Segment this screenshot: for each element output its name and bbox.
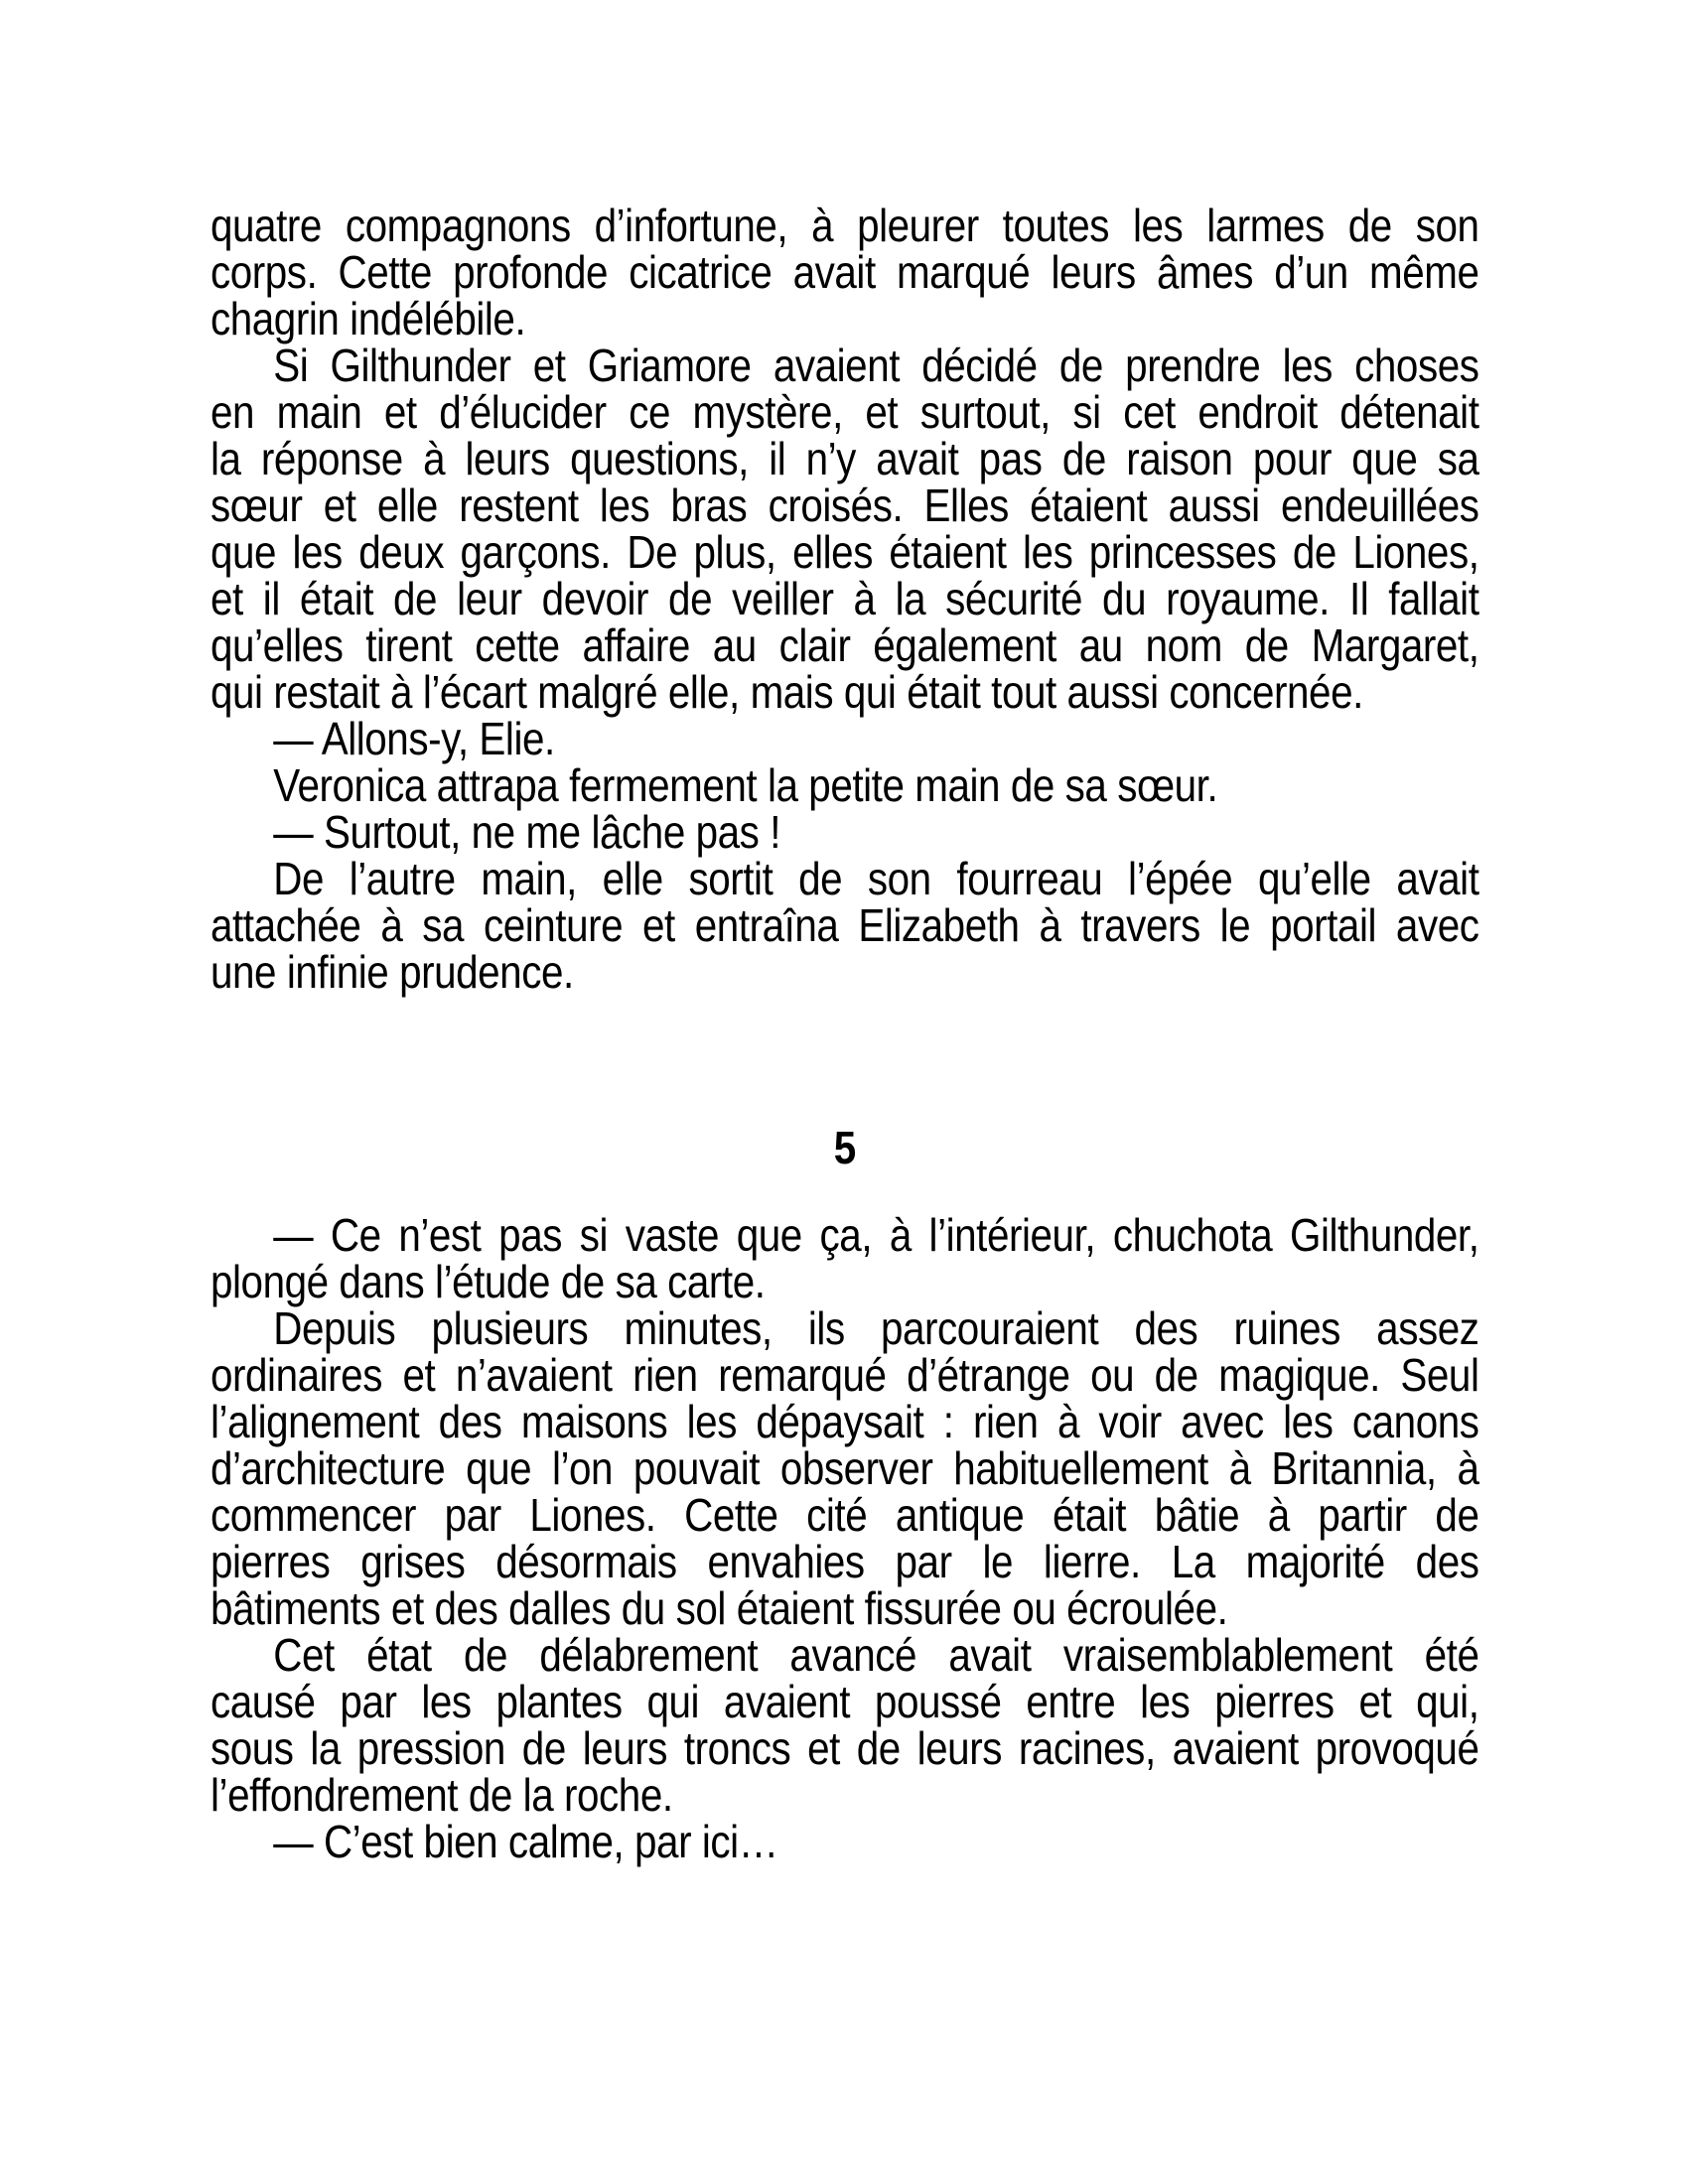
text-line: corps. Cette profonde cicatrice avait marqué leurs âmes d’un même — [211, 246, 1479, 298]
text-line: Depuis plusieurs minutes, ils parcouraient des ruines assez — [273, 1302, 1479, 1354]
paragraph — [211, 713, 1478, 764]
paragraph — [211, 1816, 1478, 1867]
text-line: ordinaires et n’avaient rien remarqué d’étrange ou de magique. Seul — [211, 1349, 1479, 1401]
text-line: — Ce n’est pas si vaste que ça, à l’intérieur, chuchota Gilthunder, — [273, 1209, 1479, 1261]
page-text-block — [211, 200, 1479, 1867]
paragraph — [211, 759, 1478, 811]
text-line: bâtiments et des dalles du sol étaient fissurée ou écroulée. — [211, 1582, 1228, 1634]
paragraph — [211, 1209, 1479, 1307]
text-line: la réponse à leurs questions, il n’y avait pas de raison pour que sa — [211, 433, 1479, 484]
text-line: Veronica attrapa fermement la petite main de sa sœur. — [273, 759, 1218, 811]
text-line: De l’autre main, elle sortit de son fourreau l’épée qu’elle avait — [273, 853, 1479, 904]
text-line: qui restait à l’écart malgré elle, mais qui était tout aussi concernée. — [211, 666, 1363, 718]
text-line: — Allons-y, Elie. — [273, 713, 555, 764]
text-line: Si Gilthunder et Griamore avaient décidé de prendre les choses — [273, 340, 1479, 391]
text-line: qu’elles tirent cette affaire au clair également au nom de Margaret, — [211, 619, 1479, 671]
text-line: d’architecture que l’on pouvait observer habituellement à Britannia, à — [211, 1442, 1479, 1494]
paragraph — [211, 342, 1478, 716]
text-line: — C’est bien calme, par ici… — [273, 1816, 778, 1867]
text-line: chagrin indélébile. — [211, 293, 526, 344]
text-line: une infinie prudence. — [211, 946, 574, 998]
chapter-number-heading: 5 — [833, 1122, 856, 1173]
text-line: sœur et elle restent les bras croisés. Elles étaient aussi endeuillées — [211, 479, 1479, 531]
text-line: pierres grises désormais envahies par le lierre. La majorité des — [211, 1536, 1479, 1587]
text-line: attachée à sa ceinture et entraîna Elizabeth à travers le portail avec — [211, 899, 1479, 951]
text-line: — Surtout, ne me lâche pas ! — [273, 806, 781, 858]
text-line: l’effondrement de la roche. — [211, 1769, 673, 1821]
text-line: plongé dans l’étude de sa carte. — [211, 1256, 766, 1307]
section-chapter-end — [211, 200, 1479, 998]
text-line: causé par les plantes qui avaient poussé entre les pierres et qui, — [211, 1676, 1479, 1727]
section-chapter-start — [211, 1209, 1479, 1867]
text-line: que les deux garçons. De plus, elles étaient les princesses de Liones, — [211, 526, 1479, 578]
paragraph — [211, 200, 1479, 344]
text-line: quatre compagnons d’infortune, à pleurer toutes les larmes de son — [211, 200, 1479, 251]
paragraph — [211, 853, 1479, 998]
paragraph — [211, 1629, 1479, 1821]
paragraph — [211, 1302, 1479, 1634]
paragraph — [211, 806, 1478, 858]
text-line: sous la pression de leurs troncs et de leurs racines, avaient provoqué — [211, 1722, 1479, 1774]
text-line: en main et d’élucider ce mystère, et surtout, si cet endroit détenait — [211, 386, 1479, 438]
text-line: commencer par Liones. Cette cité antique était bâtie à partir de — [211, 1489, 1479, 1541]
text-line: l’alignement des maisons les dépaysait : rien à voir avec les canons — [211, 1396, 1479, 1447]
text-line: et il était de leur devoir de veiller à la sécurité du royaume. Il fallait — [211, 573, 1479, 624]
text-line: Cet état de délabrement avancé avait vraisemblablement été — [273, 1629, 1479, 1681]
